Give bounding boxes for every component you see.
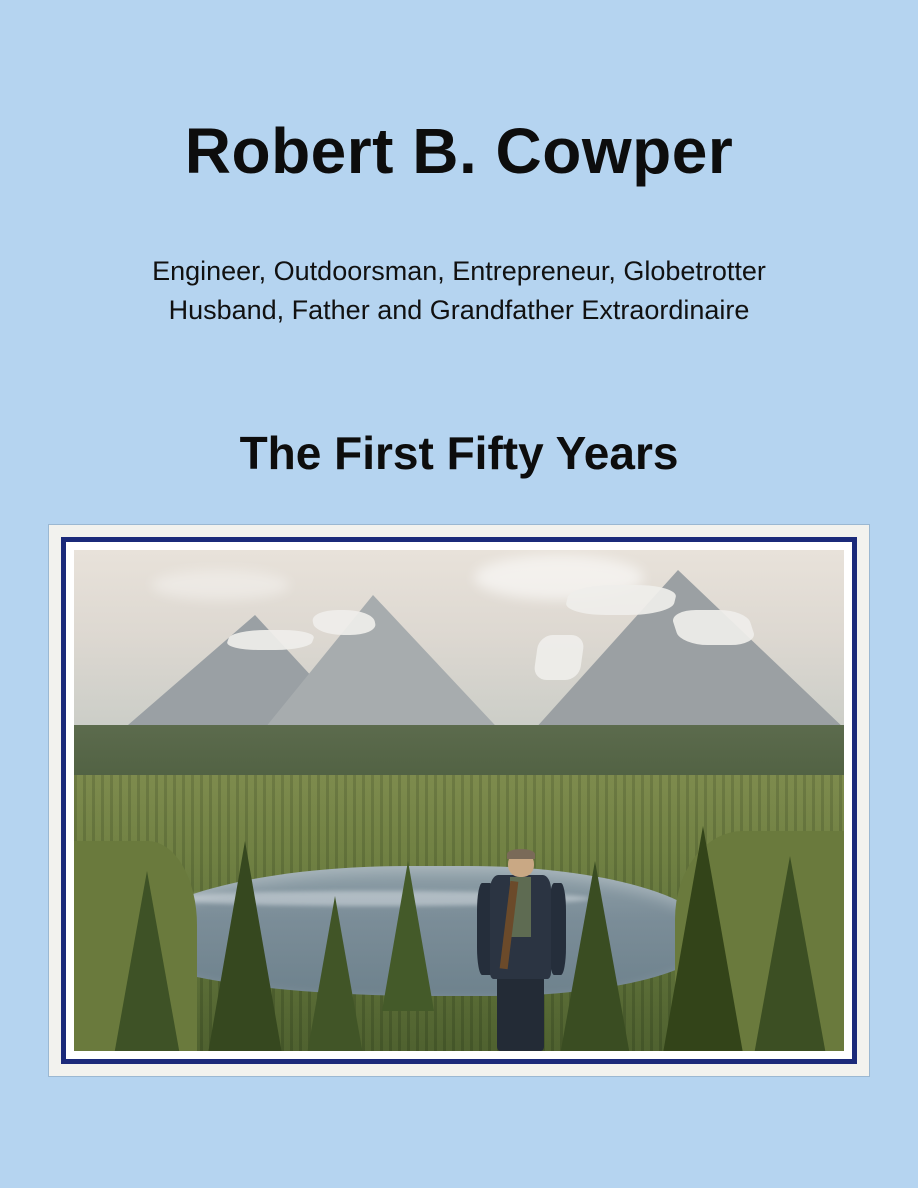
subtitle-line-1: Engineer, Outdoorsman, Entrepreneur, Globetrotter: [152, 256, 766, 286]
person-hair: [507, 849, 535, 859]
person-figure: [467, 851, 575, 1051]
tagline: The First Fifty Years: [239, 427, 679, 479]
foreground-tree: [113, 871, 181, 1051]
foreground-tree: [305, 896, 365, 1051]
foreground-tree: [205, 841, 285, 1051]
person-arm-right: [549, 883, 566, 975]
foreground-tree: [382, 861, 434, 1011]
subtitle-block: [0, 252, 918, 330]
person-legs: [497, 975, 544, 1051]
snow-patch: [563, 585, 678, 615]
subtitle-line-2: Husband, Father and Grandfather Extraordinaire: [168, 295, 750, 326]
cover-photograph: [74, 550, 844, 1051]
snow-patch: [533, 635, 586, 680]
foreground-tree: [659, 826, 747, 1051]
photo-frame-border: [61, 537, 857, 1064]
photo-frame: [48, 524, 870, 1077]
foreground-tree: [752, 856, 828, 1051]
page-title: Robert B. Cowper: [184, 115, 734, 187]
